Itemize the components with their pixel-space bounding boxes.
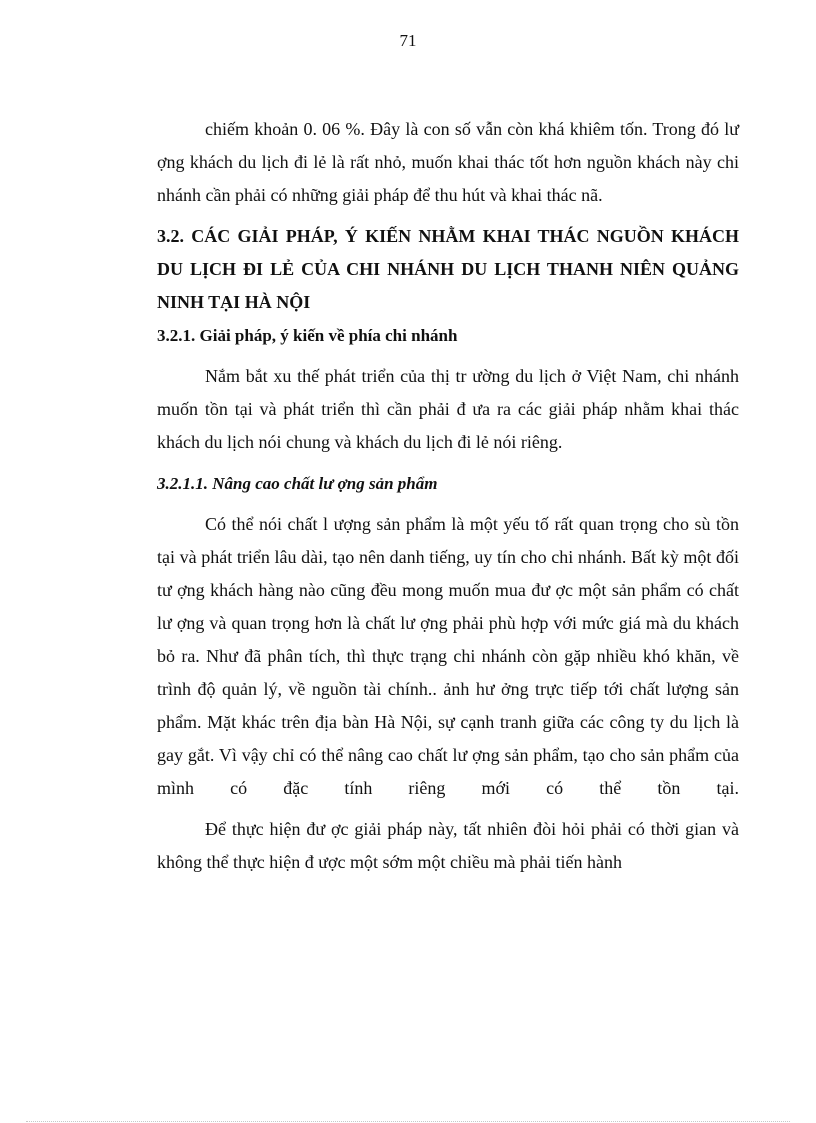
subsection-heading-3-2-1: 3.2.1. Giải pháp, ý kiến về phía chi nhánh: [157, 326, 458, 345]
document-body: [157, 113, 739, 879]
paragraph-intro: chiếm khoản 0. 06 %. Đây là con số vẫn còn khá khiêm tốn. Trong đó lư ợng khách du lịch đi lẻ là rất nhỏ, muốn khai thác tốt hơn nguồn khách này chi nhánh cần phải có những giải pháp để thu hút và khai thác nã.: [157, 119, 739, 205]
page-footer-rule: [26, 1121, 790, 1122]
paragraph-implementation: Để thực hiện đư ợc giải pháp này, tất nhiên đòi hỏi phải có thời gian và không thể thực hiện đ ược một sớm một chiều mà phải tiến hành: [157, 819, 739, 872]
paragraph-market-trend: Nắm bắt xu thế phát triển của thị tr ường du lịch ở Việt Nam, chi nhánh muốn tồn tại và phát triển thì cần phải đ ưa ra các giải pháp nhằm khai thác khách du lịch nói chung và khách du lịch đi lẻ nói riêng.: [157, 366, 739, 452]
section-heading-3-2: 3.2. CÁC GIẢI PHÁP, Ý KIẾN NHẰM KHAI THÁC NGUỒN KHÁCH DU LỊCH ĐI LẺ CỦA CHI NHÁNH DU LỊCH THANH NIÊN QUẢNG NINH TẠI HÀ NỘI: [157, 226, 739, 312]
page-number: 71: [399, 31, 417, 50]
paragraph-product-quality: Có thể nói chất l ượng sản phẩm là một yếu tố rất quan trọng cho sù tồn tại và phát triển lâu dài, tạo nên danh tiếng, uy tín cho chi nhánh. Bất kỳ một đối tư ợng khách hàng nào cũng đều mong muốn mua đư ợc một sản phẩm có chất lư ợng và quan trọng hơn là chất lư ợng phải phù hợp với mức giá mà du khách bỏ ra. Như đã phân tích, thì thực trạng chi nhánh còn gặp nhiều khó khăn, về trình độ quản lý, về nguồn tài chính.. ảnh hư ởng trực tiếp tới chất lượng sản phẩm. Mặt khác trên địa bàn Hà Nội, sự cạnh tranh giữa các công ty du lịch là gay gắt. Vì vậy chỉ có thể nâng cao chất lư ợng sản phẩm, tạo cho sản phẩm của mình có đặc tính riêng mới có thể tồn tại.: [157, 514, 739, 798]
subsubsection-heading-3-2-1-1: 3.2.1.1. Nâng cao chất lư ợng sản phẩm: [157, 474, 438, 493]
